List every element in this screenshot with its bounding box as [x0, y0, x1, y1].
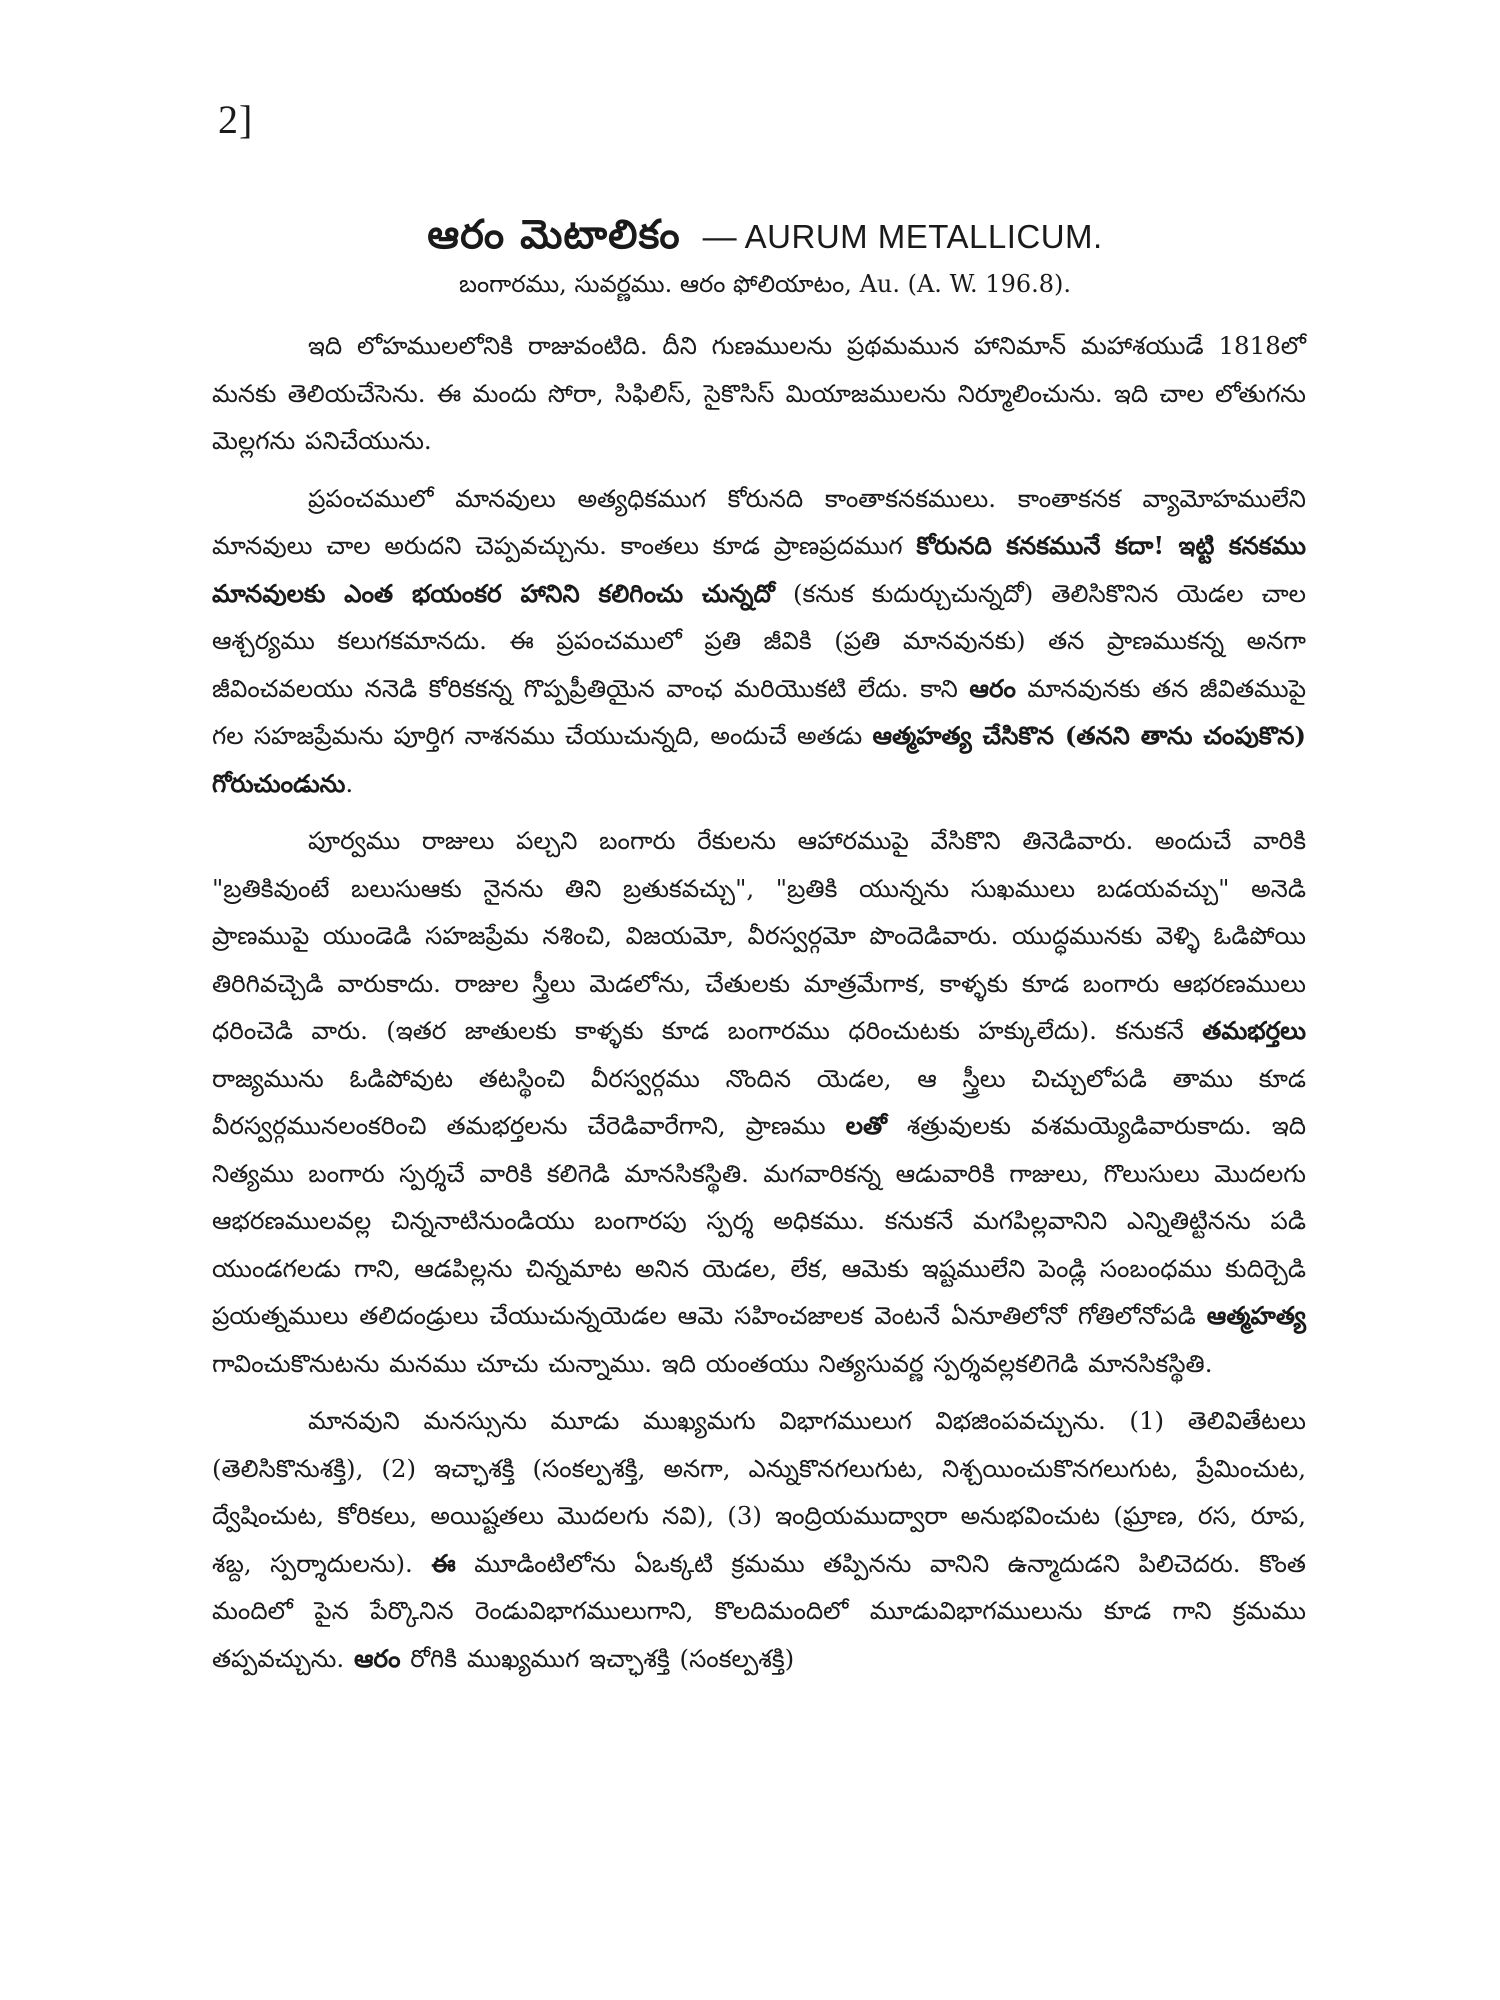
page-number: 2] — [218, 97, 254, 142]
text-run: . — [345, 768, 354, 798]
text-run: గావించుకొనుటను మనము చూచు చున్నాము. ఇది యంతయు నిత్యసువర్ణ స్పర్శవల్లకలిగెడి మానసికస్థితి. — [212, 1348, 1213, 1378]
text-run: రోగికి ముఖ్యముగ ఇచ్ఛాశక్తి (సంకల్పశక్తి) — [400, 1643, 795, 1673]
title-latin: AURUM METALLICUM. — [744, 218, 1103, 255]
text-run: రాజ్యమును ఓడిపోవుట తటస్థించి వీరస్వర్గము నొందిన యెడల, ఆ స్త్రీలు చిచ్చులోపడి తాము కూడ వీరస్వర్గమునలంకరించి తమభర్తలను చేరెడివారేగాని, ప్రాణము — [212, 1063, 1306, 1140]
subtitle: బంగారము, సువర్ణము. ఆరం ఫోలియాటం, Au. (A. W. 196.8). — [458, 270, 1071, 298]
text-run: మూడింటిలోను ఏఒక్కటి క్రమము తప్పినను వానిని ఉన్మాదుడని పిలిచెదరు. కొంత మందిలో పైన పేర్కొనిన రెండువిభాగములుగాని, కొలదిమందిలో మూడువిభాగములును కూడ గాని క్రమము తప్పవచ్చును. — [212, 1548, 1306, 1673]
paragraph-3 — [212, 817, 1306, 1387]
page-title — [215, 212, 1315, 268]
body-text — [212, 322, 1306, 1682]
paragraph-2 — [212, 475, 1306, 808]
bold-text-run: ఆత్మహత్య — [1206, 1301, 1306, 1330]
text-run: పూర్వము రాజులు పల్చని బంగారు రేకులను ఆహారముపై వేసికొని తినెడివారు. అందుచే వారికి "బ్రతికివుంటే బలుసుఆకు నైనను తిని బ్రతుకవచ్చు", "బ్రతికి యున్నను సుఖములు బడయవచ్చు" అనెడి ప్రాణముపై యుండెడి సహజప్రేమ నశించి, విజయమో, వీరస్వర్గమో పొందెడివారు. యుద్ధమునకు వెళ్ళి ఓడిపోయి తిరిగివచ్చెడి వారుకాదు. రాజుల స్త్రీలు మెడలోను, చేతులకు మాత్రమేగాక, కాళ్ళకు కూడ బంగారు ఆభరణములు ధరించెడి వారు. (ఇతర జాతులకు కాళ్ళకు కూడ బంగారము ధరించుటకు హక్కులేదు). కనుకనే — [212, 826, 1306, 1045]
text-run: (కనుక కుదుర్చుచున్నదో) తెలిసికొనిన యెడల చాల ఆశ్చర్యము కలుగకమానదు. ఈ ప్రపంచములో ప్రతి జీవికి (ప్రతి మానవునకు) తన ప్రాణముకన్న అనగా జీవించవలయు ననెడి కోరికకన్న గొప్పప్రీతియైన వాంఛ మరియొకటి లేదు. కాని — [212, 578, 1306, 703]
bold-text-run: తమభర్తలు — [1202, 1016, 1306, 1045]
text-run: ఇది లోహములలోనికి రాజువంటిది. దీని గుణములను ప్రథమమున హానిమాన్ మహాశయుడే 1818లో మనకు తెలియచేసెను. ఈ మందు సోరా, సిఫిలిస్, సైకొసిస్ మియాజములను నిర్మూలించును. ఇది చాల లోతుగను మెల్లగను పనిచేయును. — [212, 331, 1306, 455]
bold-text-run: కోరునది కనకమునే కదా! ఇట్టి కనకము మానవులకు ఎంత భయంకర హానిని కలిగించు చున్నదో — [212, 531, 1306, 608]
paragraph-4 — [212, 1397, 1306, 1682]
text-run: శత్రువులకు వశమయ్యెడివారుకాదు. ఇది నిత్యము బంగారు స్పర్శచే వారికి కలిగెడి మానసికస్థితి. మగవారికన్న ఆడువారికి గాజులు, గొలుసులు మొదలగు ఆభరణములవల్ల చిన్ననాటినుండియు బంగారపు స్పర్శ అధికము. కనుకనే మగపిల్లవానిని ఎన్నితిట్టినను పడి యుండగలడు గాని, ఆడపిల్లను చిన్నమాట అనిన యెడల, లేక, ఆమెకు ఇష్టములేని పెండ్లి సంబంధము కుదిర్చెడి ప్రయత్నములు తలిదండ్రులు చేయుచున్నయెడల ఆమె సహించజాలక వెంటనే ఏనూతిలోనో గోతిలోనోపడి — [212, 1111, 1306, 1330]
text-run: మానవుని మనస్సును మూడు ముఖ్యమగు విభాగములుగ విభజింపవచ్చును. (1) తెలివితేటలు (తెలిసికొనుశక్తి), (2) ఇచ్ఛాశక్తి (సంకల్పశక్తి, అనగా, ఎన్నుకొనగలుగుట, నిశ్చయించుకొనగలుగుట, ప్రేమించుట, ద్వేషించుట, కోరికలు, అయిష్టతలు మొదలగు నవి), (3) ఇంద్రియముద్వారా అనుభవించుట (ఘ్రాణ, రస, రూప, శబ్ద, స్పర్శాదులను). — [212, 1406, 1306, 1578]
text-run: ప్రపంచములో మానవులు అత్యధికముగ కోరునది కాంతాకనకములు. కాంతాకనక వ్యామోహములేని మానవులు చాల అరుదని చెప్పవచ్చును. కాంతలు కూడ ప్రాణప్రదముగ — [212, 483, 1306, 560]
bold-text-run: ఆత్మహత్య చేసికొన (తనని తాను చంపుకొన) గోరుచుండును — [212, 721, 1307, 798]
bold-text-run: ఈ — [431, 1548, 456, 1578]
paragraph-1 — [212, 322, 1306, 465]
title-telugu: ఆరం మెటాలికం — [427, 212, 681, 258]
bold-text-run: ఆరం — [969, 673, 1016, 703]
bold-text-run: లతో — [845, 1111, 887, 1140]
bold-text-run: ఆరం — [354, 1643, 401, 1673]
text-run: మానవునకు తన జీవితముపై గల సహజప్రేమను పూర్తిగ నాశనము చేయుచున్నది, అందుచే అతడు — [212, 673, 1306, 750]
title-separator: — — [702, 218, 737, 256]
